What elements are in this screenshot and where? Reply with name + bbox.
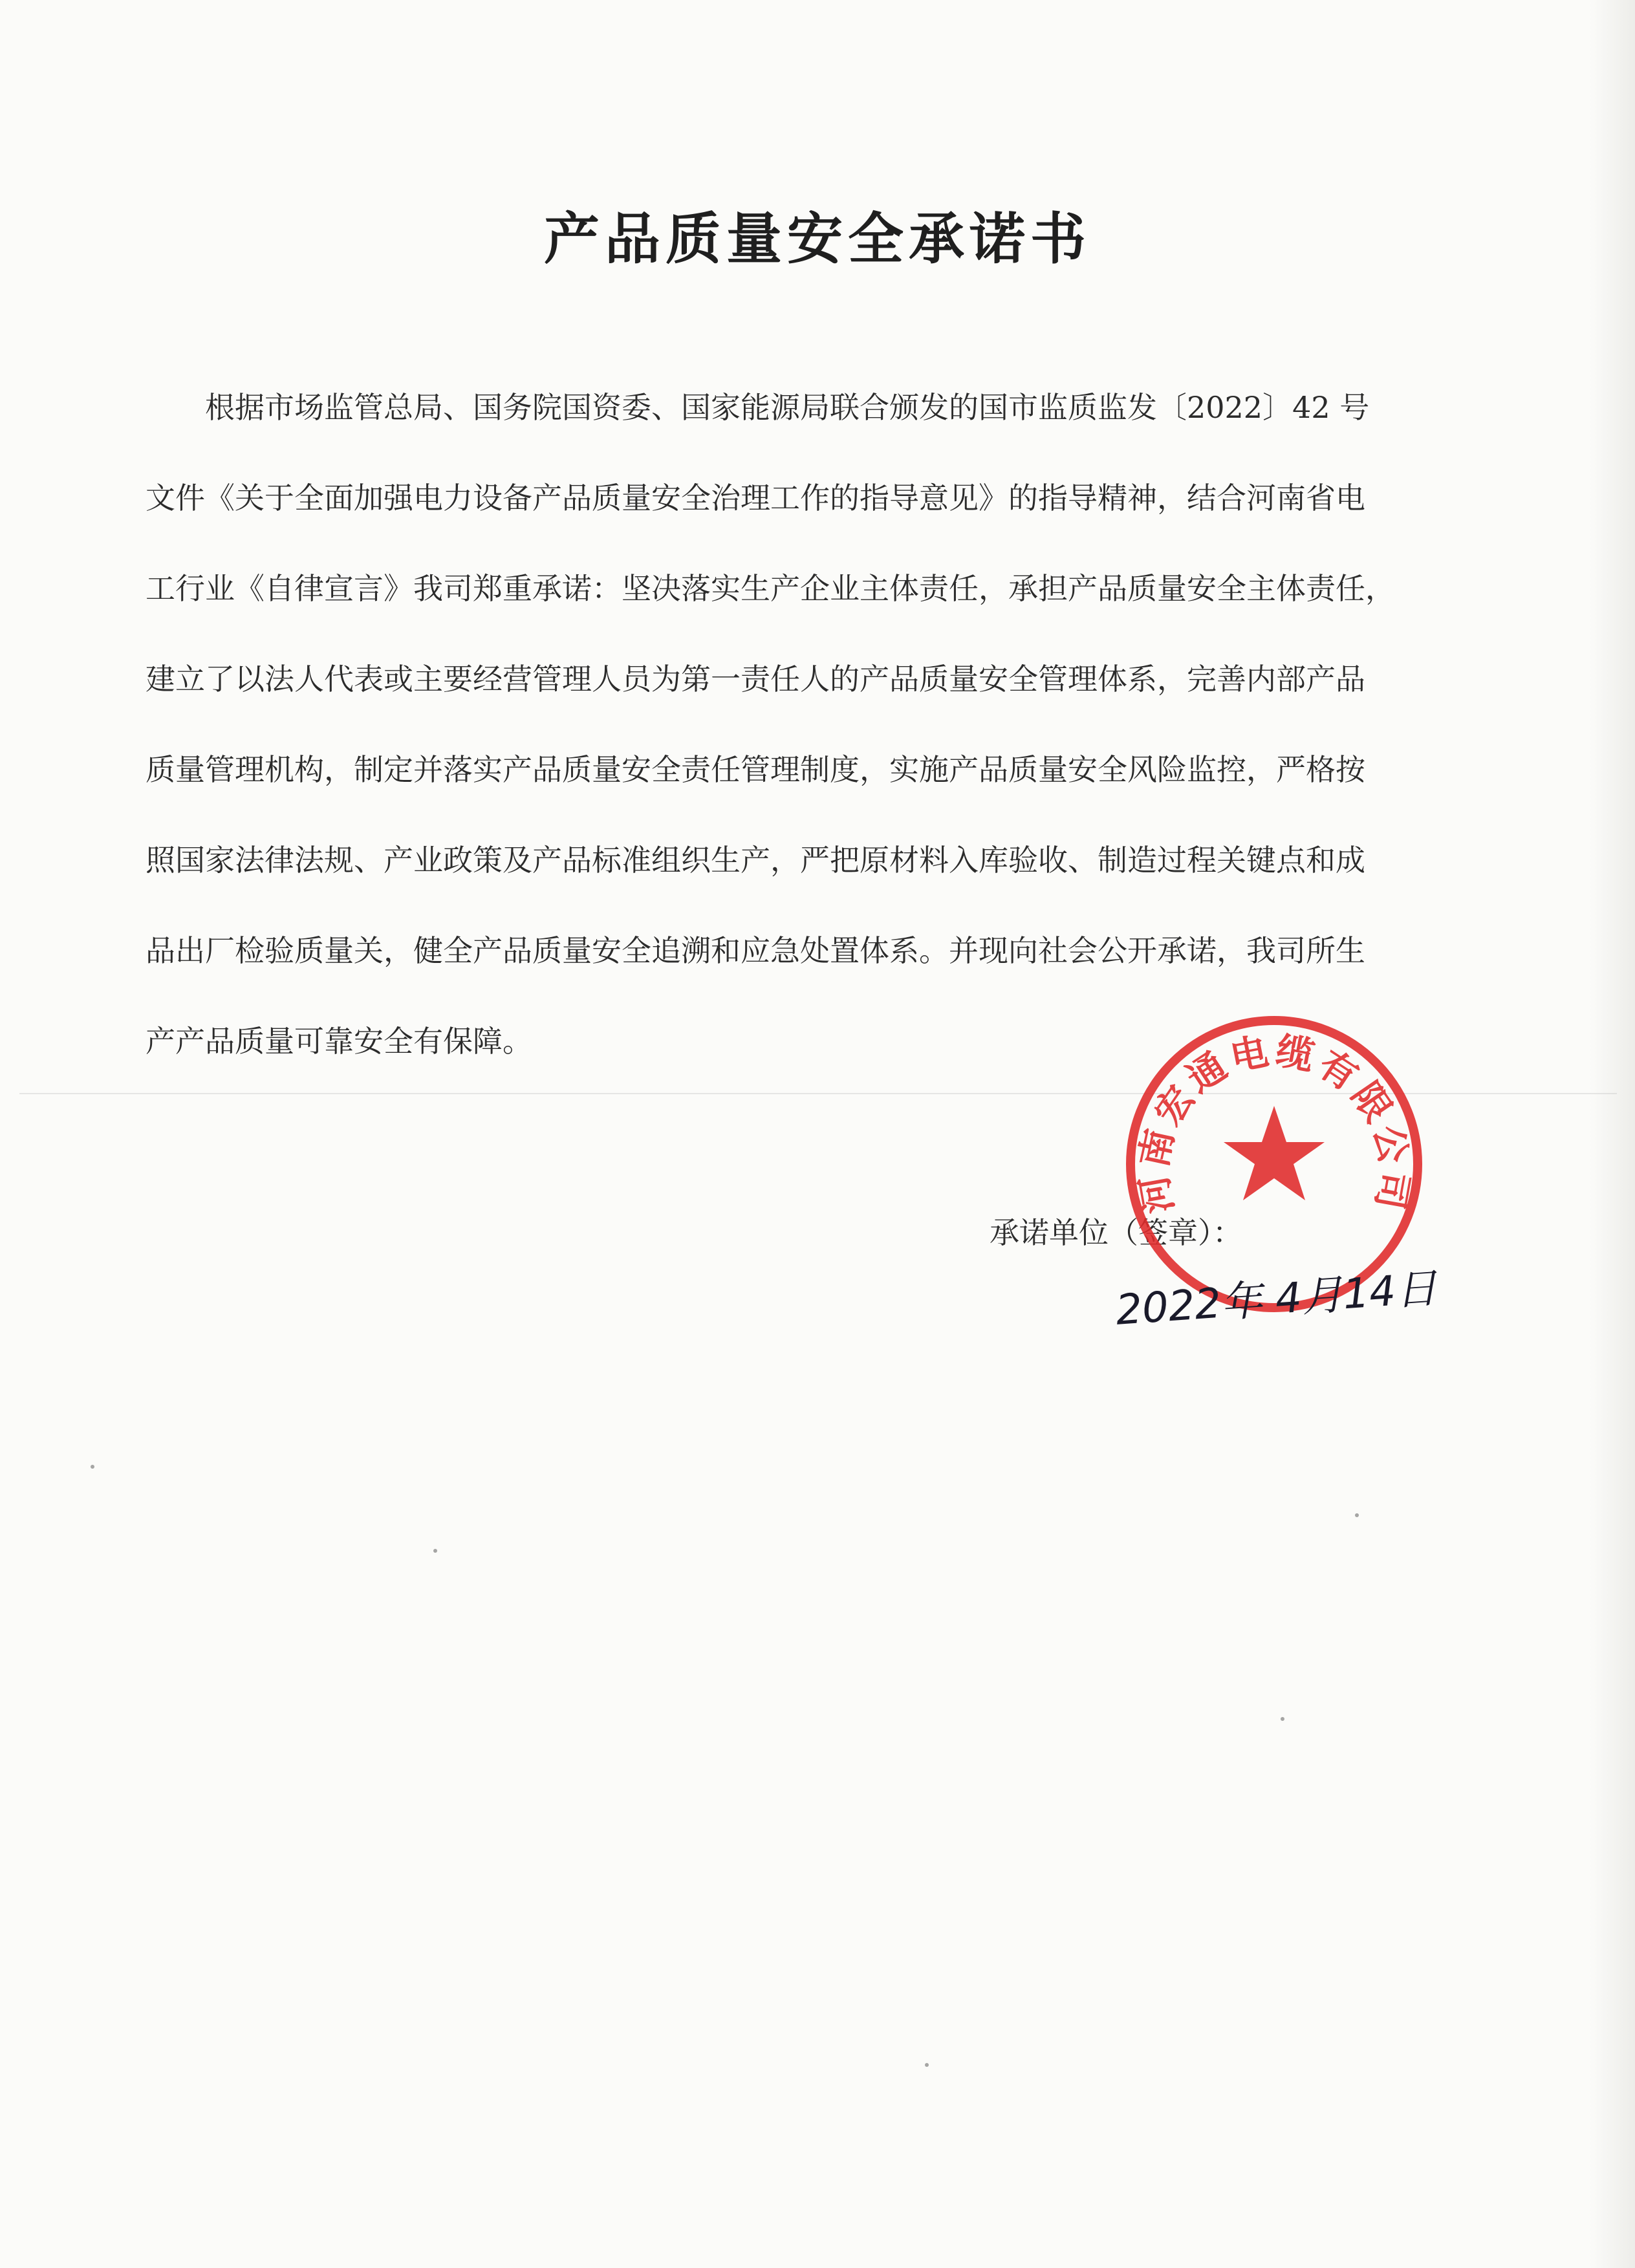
scan-speck (1355, 1513, 1359, 1517)
scan-shadow-edge (1590, 0, 1635, 2268)
seal-text: 河南宏通电缆有限公司 (1131, 1028, 1418, 1217)
commitment-body (146, 362, 1446, 1086)
body-line: 产产品质量可靠安全有保障。 (146, 1024, 532, 1059)
scan-speck (433, 1549, 437, 1553)
body-line: 根据市场监管总局、国务院国资委、国家能源局联合颁发的国市监质监发〔2022〕42 号 (205, 390, 1370, 425)
scan-speck (925, 2063, 929, 2067)
handwritten-date: 2022年 4月14日 (1114, 1264, 1439, 1335)
body-line: 建立了以法人代表或主要经营管理人员为第一责任人的产品质量安全管理体系，完善内部产品 (146, 662, 1365, 697)
scan-speck (91, 1465, 94, 1469)
body-line: 品出厂检验质量关，健全产品质量安全追溯和应急处置体系。并现向社会公开承诺，我司所生 (146, 933, 1365, 968)
document-title: 产品质量安全承诺书 (544, 207, 1091, 272)
signature-label: 承诺单位（签章）： (990, 1215, 1242, 1250)
scan-speck (1281, 1717, 1284, 1721)
body-line: 照国家法律法规、产业政策及产品标准组织生产，严把原材料入库验收、制造过程关键点和成 (146, 843, 1365, 878)
seal-star-icon (1224, 1106, 1325, 1200)
body-line: 质量管理机构，制定并落实产品质量安全责任管理制度，实施产品质量安全风险监控，严格按 (146, 752, 1365, 787)
body-line: 工行业《自律宣言》我司郑重承诺：坚决落实生产企业主体责任，承担产品质量安全主体责任， (146, 571, 1395, 606)
body-line: 文件《关于全面加强电力设备产品质量安全治理工作的指导意见》的指导精神，结合河南省电 (146, 481, 1365, 515)
